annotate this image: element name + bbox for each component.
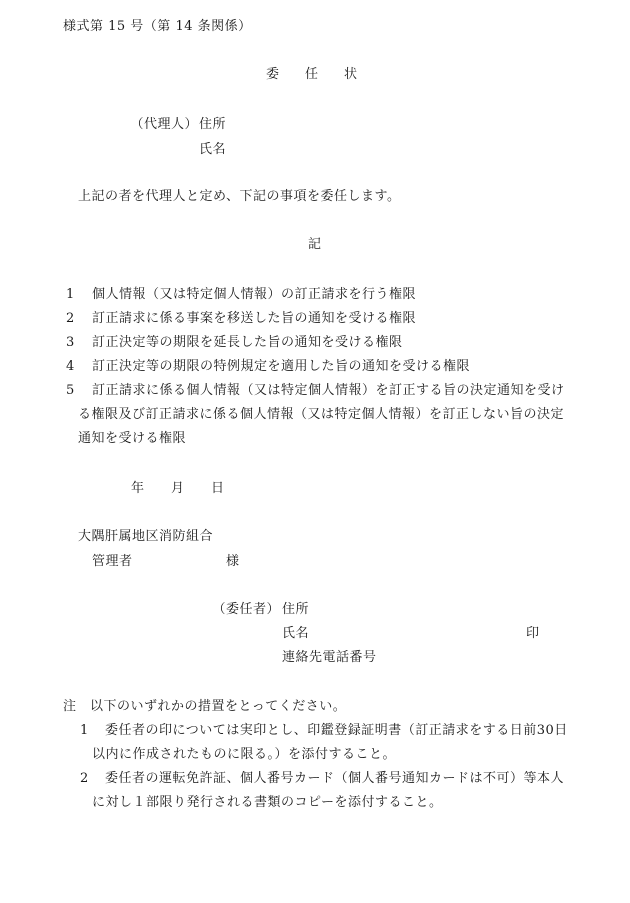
- delegator-role-label: （委任者）: [212, 602, 280, 617]
- notes-marker: 注: [63, 699, 77, 714]
- authority-text: 訂正決定等の期限の特例規定を適用した旨の通知を受ける権限: [92, 359, 471, 374]
- note-number: 1: [80, 723, 89, 738]
- seal-label: 印: [526, 626, 540, 641]
- agent-name-label: 氏名: [199, 142, 227, 157]
- delegator-address-label: 住所: [282, 602, 310, 617]
- note-text-continued: に対し１部限り発行される書類のコピーを添付すること。: [92, 795, 443, 810]
- authority-text: 訂正決定等の期限を延長した旨の通知を受ける権限: [92, 335, 403, 350]
- delegator-name-label: 氏名: [282, 626, 310, 641]
- agent-role-label: （代理人）: [130, 117, 198, 132]
- note-text-continued: 以内に作成されたものに限る。）を添付すること。: [92, 747, 397, 762]
- authority-number: 5: [66, 383, 75, 398]
- delegator-phone-label: 連絡先電話番号: [282, 650, 377, 665]
- note-text: 委任者の運転免許証、個人番号カード（個人番号通知カードは不可）等本人: [105, 771, 565, 786]
- date-month-label: 月: [171, 481, 185, 496]
- ki-heading: 記: [308, 237, 322, 252]
- date-year-label: 年: [131, 481, 145, 496]
- agent-address-label: 住所: [199, 117, 227, 132]
- authority-text-continued: る権限及び訂正請求に係る個人情報（又は特定個人情報）を訂正しない旨の決定: [78, 407, 565, 422]
- authority-number: 4: [66, 359, 75, 374]
- authority-number: 3: [66, 335, 75, 350]
- authority-text: 個人情報（又は特定個人情報）の訂正請求を行う権限: [92, 287, 417, 302]
- form-number: 様式第 15 号（第 14 条関係）: [63, 19, 252, 34]
- intro-text: 上記の者を代理人と定め、下記の事項を委任します。: [78, 189, 401, 204]
- authority-number: 2: [66, 311, 75, 326]
- document-title: 委 任 状: [266, 67, 358, 82]
- authority-number: 1: [66, 287, 75, 302]
- authority-text-continued: 通知を受ける権限: [78, 431, 187, 446]
- note-text: 委任者の印については実印とし、印鑑登録証明書（訂正請求をする日前30日: [105, 723, 568, 738]
- authority-text: 訂正請求に係る事案を移送した旨の通知を受ける権限: [92, 311, 417, 326]
- notes-intro: 以下のいずれかの措置をとってください。: [90, 699, 347, 714]
- authority-text: 訂正請求に係る個人情報（又は特定個人情報）を訂正する旨の決定通知を受け: [92, 383, 565, 398]
- note-number: 2: [80, 771, 89, 786]
- recipient-honorific: 様: [226, 554, 240, 569]
- recipient-organization: 大隅肝属地区消防組合: [78, 529, 214, 544]
- recipient-title: 管理者: [92, 554, 133, 569]
- date-day-label: 日: [211, 481, 225, 496]
